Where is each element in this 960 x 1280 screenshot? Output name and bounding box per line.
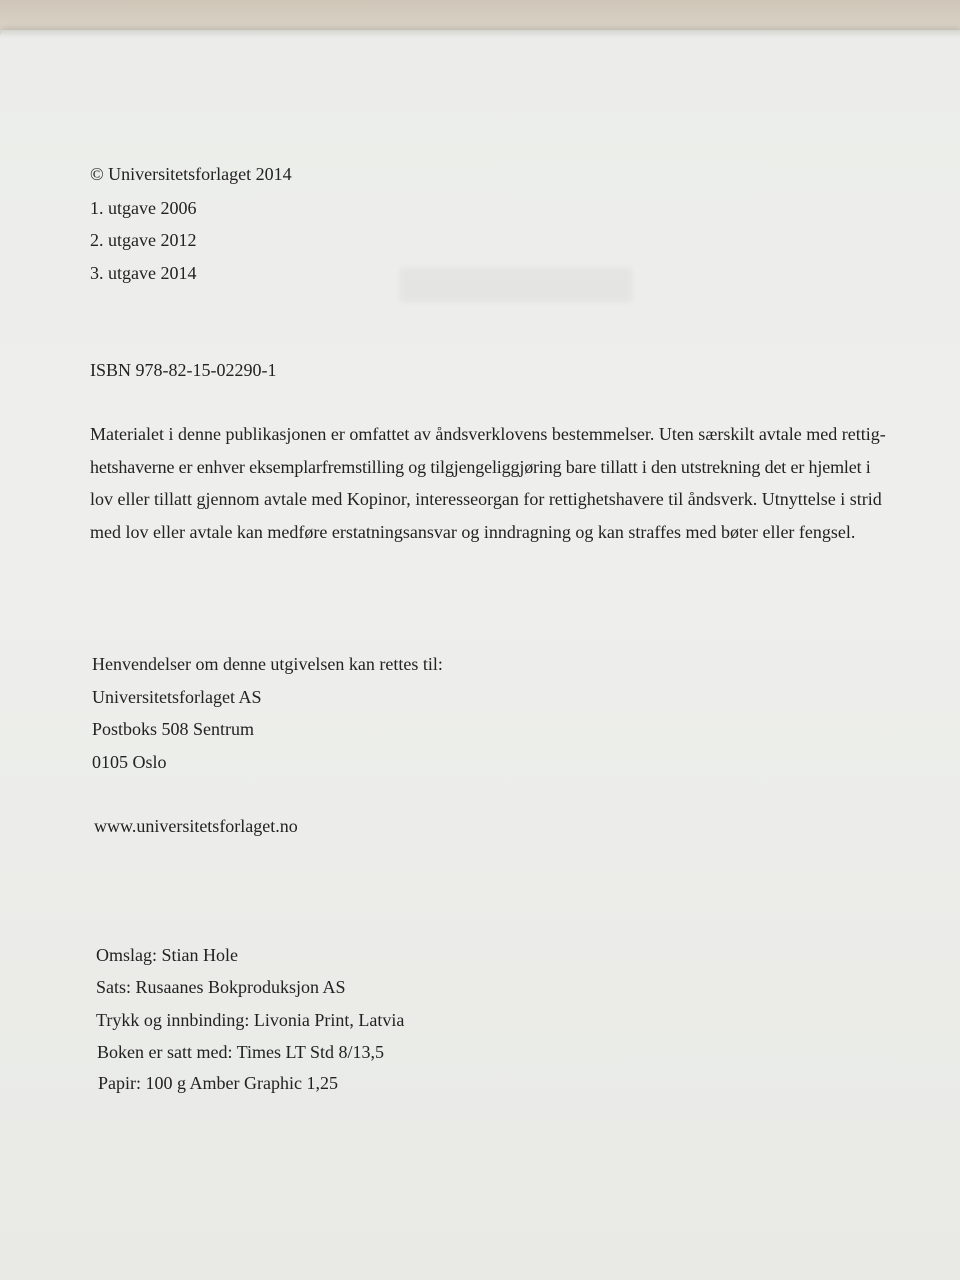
rights-notice	[90, 418, 950, 548]
contact-intro: Henvendelser om denne utgivelsen kan rettes til:	[92, 654, 443, 674]
edition-3: 3. utgave 2014	[90, 263, 197, 283]
website: www.universitetsforlaget.no	[94, 816, 298, 836]
production-cover: Omslag: Stian Hole	[96, 945, 238, 965]
rights-notice-line: hetshaverne er enhver eksemplarfremstilling og tilgjengeliggjøring bare tillatt i den utstrekning det er hjemlet i	[90, 456, 871, 477]
rights-notice-line: med lov eller avtale kan medføre erstatningsansvar og inndragning og kan straffes med bøter eller fengsel.	[90, 521, 856, 542]
production-typesetting: Sats: Rusaanes Bokproduksjon AS	[96, 977, 346, 997]
production-paper: Papir: 100 g Amber Graphic 1,25	[98, 1073, 338, 1093]
copyright-line: © Universitetsforlaget 2014	[90, 164, 292, 184]
production-printing: Trykk og innbinding: Livonia Print, Latvia	[96, 1010, 405, 1030]
isbn: ISBN 978-82-15-02290-1	[90, 360, 277, 380]
contact-address: Postboks 508 Sentrum	[92, 719, 255, 739]
production-typeface: Boken er satt med: Times LT Std 8/13,5	[97, 1042, 385, 1062]
edition-1: 1. utgave 2006	[90, 198, 197, 218]
rights-notice-line: Materialet i denne publikasjonen er omfattet av åndsverklovens bestemmelser. Uten særskilt avtale med rettig-	[90, 424, 886, 444]
contact-city: 0105 Oslo	[92, 752, 167, 772]
contact-company: Universitetsforlaget AS	[92, 687, 262, 707]
page-top-edge	[0, 30, 960, 38]
rights-notice-line: lov eller tillatt gjennom avtale med Kopinor, interesseorgan for rettighetshavere til åndsverk. Utnyttelse i strid	[90, 489, 882, 509]
show-through-shadow	[400, 268, 632, 302]
edition-2: 2. utgave 2012	[90, 230, 197, 250]
